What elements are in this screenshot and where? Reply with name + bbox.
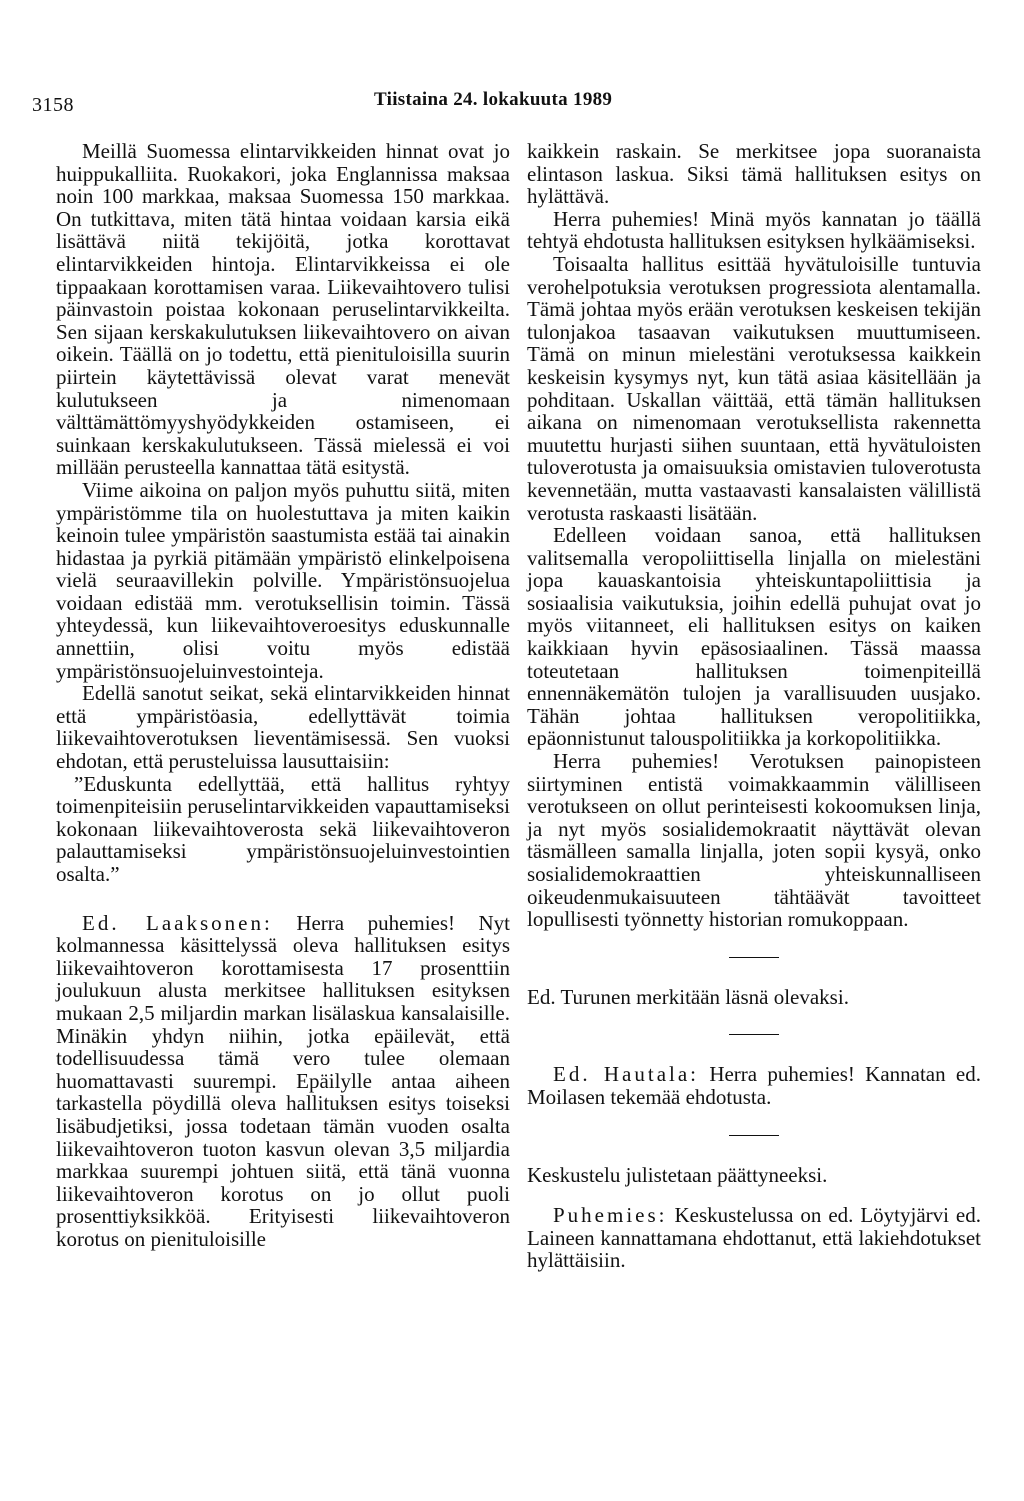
speech-paragraph	[527, 1063, 981, 1108]
motion-quote: ”Eduskunta edellyttää, että hallitus ryhtyy toimenpiteisiin peruselintarvikkeiden vapauttamiseksi kokonaan liikevaihtoverosta sekä liikevaihtoveron palauttamiseksi ympäristönsuojeluinvestointien osalta.”	[56, 771, 510, 886]
paragraph: Toisaalta hallitus esittää hyvätuloisille tuntuvia verohelpotuksia verotuksen progressiota alentamalla. Tämä johtaa myös erään verotuksen keskeisen tekijän tulonjakoa tasaavan vaikutuksen muuttumiseen. Tämä on minun mielestäni verotuksessa kaikkein keskeisin kysymys nyt, kun tätä asiaa käsitellään ja pohditaan. Uskallan väittää, että tämän hallituksen aikana on nimenomaan verotuksellista rakennetta muutettu hurjasti siihen suuntaan, että hyvätuloisten tuloverotusta ja omaisuuksia omistavien tuloverotusta kevennetään, mutta vastaavasti kansalaisten välillistä verotusta raskaasti lisätään.	[527, 251, 981, 525]
section-divider	[729, 1135, 779, 1136]
speaker-name: Puhemies:	[553, 1203, 668, 1228]
left-column	[56, 140, 510, 1251]
speech-paragraph	[56, 912, 510, 1251]
right-column	[527, 140, 981, 1272]
attendance-note: Ed. Turunen merkitään läsnä olevaksi.	[527, 984, 849, 1009]
paragraph: Herra puhemies! Verotuksen painopisteen siirtyminen entistä voimakkaammin välilliseen verotukseen on ollut perinteisesti kokoomuksen linja, ja nyt myös sosialidemokraatit näyttävät olevan täsmälleen samalla linjalla, joten sopii kysyä, onko sosialidemokraattien yhteiskunnalliseen oikeudenmukaisuuteen tähtäävät tavoitteet lopullisesti työnnetty historian romukoppaan.	[527, 749, 981, 932]
page-header-date: Tiistaina 24. lokakuuta 1989	[374, 89, 613, 110]
speech-text: Herra puhemies! Nyt kolmannessa käsittelyssä oleva hallituksen esitys liikevaihtoveron korottamisesta 17 prosenttiin joulukuun alusta merkitsee hallituksen esityksen mukaan 2,5 miljardin markan lisälaskua kansalaisille. Minäkin yhdyn niihin, jotka epäilevät, että todellisuudessa tämä vero tulee olemaan huomattavasti suurempi. Epäilylle antaa aiheen tarkastella pöydillä oleva hallituksen esitys toiseksi lisäbudjetiksi, jossa todetaan tämän vuoden osalta liikevaihtoveron tuoton kasvun olevan 3,5 miljardia markkaa suurempi johtuen siitä, että tänä vuonna liikevaihtoveron korotus on jo ollut puoli prosenttiyksikköä. Erityisesti liikevaihtoveron korotus on pienituloisille	[56, 910, 511, 1251]
paragraph: Edelleen voidaan sanoa, että hallituksen valitsemalla veropoliittisella linjalla on mielestäni jopa kauaskantoisia yhteiskuntapoliittisia ja sosiaalisia vaikutuksia, joihin edellä puhujat ovat jo myös viitanneet, eli hallituksen esitys on kaiken kaikkiaan hyvin epäsosiaalinen. Tässä maassa toteutetaan hallituksen toimenpiteillä ennennäkemätön tulojen ja varallisuuden uusjako. Tähän johtaa hallituksen veropolitiikka, epäonnistunut talouspolitiikka ja korkopolitiikka.	[527, 523, 981, 751]
speaker-name: Ed. Hautala:	[553, 1062, 700, 1087]
page-number: 3158	[32, 94, 74, 116]
procedural-note: Keskustelu julistetaan päättyneeksi.	[527, 1162, 828, 1187]
section-divider	[729, 1034, 779, 1035]
speech-text: Herra puhemies! Kannatan ed. Moilasen tekemää ehdotusta.	[527, 1062, 981, 1109]
speech-text: Keskustelussa on ed. Löytyjärvi ed. Laineen kannattamana ehdottanut, että lakiehdotukset hylättäisiin.	[527, 1203, 982, 1273]
paragraph: Viime aikoina on paljon myös puhuttu siitä, miten ympäristömme tila on huolestuttava ja miten kaikin keinoin tulee ympäristön saastumista estää tai ainakin hidastaa ja pyrkiä pitämään ympäristö elinkelpoisena vielä seuraavillekin polville. Ympäristönsuojelua voidaan edistää mm. verotuksellisin toimin. Tässä yhteydessä, kun liikevaihtoveroesitys eduskunnalle annettiin, olisi voitu myös edistää ympäristönsuojeluinvestointeja.	[56, 477, 510, 683]
paragraph: kaikkein raskain. Se merkitsee jopa suoranaista elintason laskua. Siksi tämä hallituksen esitys on hylättävä.	[527, 139, 981, 209]
speaker-name: Ed. Laaksonen:	[82, 910, 273, 935]
section-divider	[729, 957, 779, 958]
paragraph: Herra puhemies! Minä myös kannatan jo täällä tehtyä ehdotusta hallituksen esityksen hylkäämiseksi.	[527, 206, 981, 254]
speech-paragraph	[527, 1204, 981, 1272]
paragraph: Edellä sanotut seikat, sekä elintarvikkeiden hinnat että ympäristöasia, edellyttävät toimia liikevaihtoverotuksen lieventämisessä. Sen vuoksi ehdotan, että perusteluissa lausuttaisiin:	[56, 681, 510, 774]
paragraph: Meillä Suomessa elintarvikkeiden hinnat ovat jo huippukalliita. Ruokakori, joka Englannissa maksaa noin 100 markkaa, maksaa Suomessa 150 markkaa. On tutkittava, miten tätä hintaa voidaan karsia eikä lisättävä niitä tekijöitä, jotka korottavat elintarvikkeiden hintoja. Elintarvikkeissa ei ole tippaakaan korottamisen varaa. Liikevaihtovero tulisi päinvastoin poistaa kokonaan peruselintarvikkeilta. Sen sijaan kerskakulutuksen liikevaihtovero on aivan oikein. Täällä on jo todettu, että pienituloisilla suurin piirtein käytettävissä olevat varat menevät kulutukseen ja nimenomaan välttämättömyyshyödykkeiden ostamiseen, ei suinkaan kerskakulutukseen. Tässä mielessä ei voi millään perusteella kannattaa tätä esitystä.	[56, 139, 510, 480]
